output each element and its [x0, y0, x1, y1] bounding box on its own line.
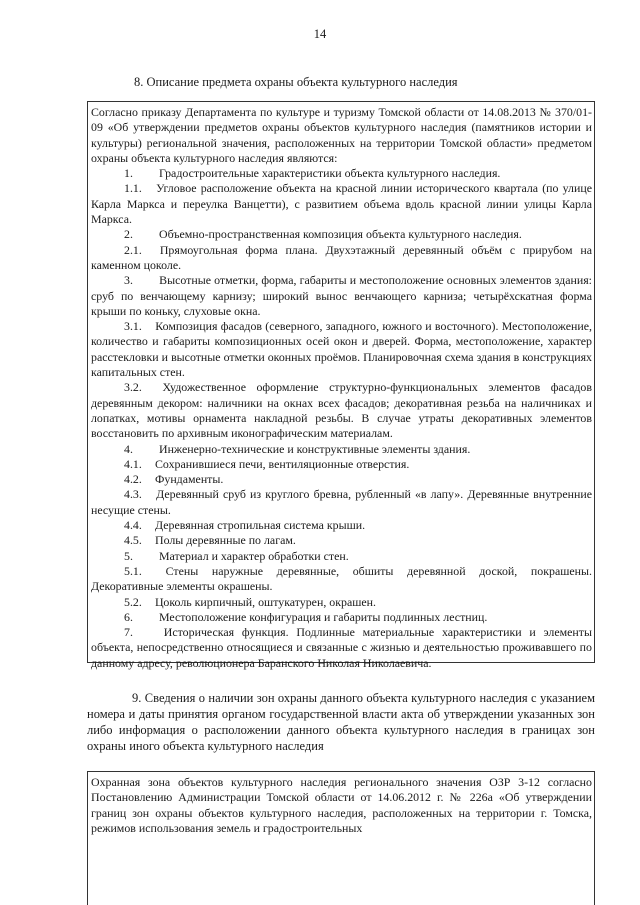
- list-item: [91, 487, 592, 518]
- list-item: [91, 549, 592, 564]
- item-text: Объемно-пространственная композиция объекта культурного наследия.: [158, 227, 522, 242]
- item-number: 5.: [124, 548, 133, 563]
- list-item: [91, 610, 592, 625]
- item-number: 4.5.: [124, 533, 142, 548]
- item-text: Инженерно-технические и конструктивные элементы здания.: [158, 441, 471, 456]
- item-number: 4.4.: [124, 518, 142, 533]
- item-text: Цоколь кирпичный, оштукатурен, окрашен.: [154, 594, 376, 609]
- item-number: 3.1.: [124, 319, 142, 334]
- item-number: 2.: [124, 227, 133, 242]
- list-item: [91, 319, 592, 380]
- item-text: Деревянный сруб из круглого бревна, рубленный «в лапу». Деревянные внутренние несущие стены.: [91, 487, 592, 517]
- item-number: 1.: [124, 166, 133, 181]
- item-number: 5.2.: [124, 594, 142, 609]
- section-9-heading: 9. Сведения о наличии зон охраны данного объекта культурного наследия с указанием номера и даты принятия органом государственной власти акта об утверждении указанных зон либо информация о расположении данного объекта культурного наследия в границах зон охраны иного объекта культурного наследия: [87, 691, 595, 753]
- list-item: [91, 442, 592, 457]
- item-text: Композиция фасадов (северного, западного, южного и восточного). Местоположение, количество и габариты композиционных осей окон и дверей. Форма, местоположение, характер расстекловки и высотные отметки оконных проёмов. Планировочная схема здания в конструкциях капитальных стен.: [91, 319, 592, 380]
- item-text: Материал и характер обработки стен.: [158, 548, 349, 563]
- protection-zones-text: Охранная зона объектов культурного наследия регионального значения ОЗР 3-12 согласно Постановлению Администрации Томской области от 14.06.2012 г. № 226а «Об утверждении границ зон охраны объектов культурного наследия, расположенных на территории г. Томска, режимов использования земель и градостроительных: [91, 775, 592, 835]
- protection-items-list: [91, 166, 592, 671]
- item-number: 5.1.: [124, 563, 142, 578]
- item-text: Сохранившиеся печи, вентиляционные отверстия.: [154, 456, 410, 471]
- item-number: 7.: [124, 625, 133, 640]
- list-item: [91, 273, 592, 319]
- section-8-heading: 8. Описание предмета охраны объекта культурного наследия: [134, 75, 458, 89]
- list-item: [91, 533, 592, 548]
- item-text: Прямоугольная форма плана. Двухэтажный деревянный объём с прирубом на каменном цоколе.: [91, 242, 592, 272]
- item-text: Угловое расположение объекта на красной линии исторического квартала (по улице Карла Маркса и переулка Ванцетти), с развитием объема вдоль красной линии улицы Карла Маркса.: [91, 181, 592, 227]
- list-item: [91, 472, 592, 487]
- item-number: 1.1.: [124, 181, 142, 196]
- item-number: 4.3.: [124, 487, 142, 502]
- list-item: [91, 457, 592, 472]
- item-number: 4.2.: [124, 472, 142, 487]
- list-item: [91, 380, 592, 441]
- item-number: 2.1.: [124, 242, 142, 257]
- list-item: [91, 166, 592, 181]
- item-number: 3.: [124, 273, 133, 288]
- protection-zones-box: [87, 771, 595, 905]
- item-text: Местоположение конфигурация и габариты подлинных лестниц.: [158, 609, 488, 624]
- protection-subject-box: [87, 101, 595, 670]
- item-text: Полы деревянные по лагам.: [154, 533, 296, 548]
- list-item: [91, 227, 592, 242]
- item-number: 3.2.: [124, 380, 142, 395]
- item-text: Историческая функция. Подлинные материальные характеристики и элементы объекта, непосредственно относящиеся и связанные с жизнью и деятельностью проживавшего по данному адресу, революционера Баранского Николая Николаевича.: [91, 625, 592, 670]
- item-number: 4.1.: [124, 456, 142, 471]
- page-number: 14: [313, 27, 327, 41]
- list-item: [91, 243, 592, 274]
- list-item: [91, 518, 592, 533]
- list-item: [91, 625, 592, 671]
- list-item: [91, 564, 592, 595]
- intro-paragraph: Согласно приказу Департамента по культуре и туризму Томской области от 14.08.2013 № 370/01-09 «Об утверждении предметов охраны объектов культурного наследия (памятников истории и культуры) региональной значения, расположенных на территории Томской области» предметом охраны объекта культурного наследия являются:: [91, 105, 592, 165]
- item-number: 6.: [124, 609, 133, 624]
- item-text: Художественное оформление структурно-функциональных элементов фасадов деревянным декором: наличники на окнах всех фасадов; декоративная резьба на наличниках и лопатках, мотивы орнамента накладной резьбы. В случае утраты декоративных элементов восстановить по архивным иконографическим материалам.: [91, 380, 592, 441]
- item-text: Деревянная стропильная система крыши.: [154, 518, 366, 533]
- item-text: Стены наружные деревянные, обшиты деревянной доской, покрашены. Декоративные элементы окрашены.: [91, 563, 592, 594]
- item-text: Фундаменты.: [154, 472, 224, 487]
- item-number: 4.: [124, 441, 133, 456]
- item-text: Градостроительные характеристики объекта культурного наследия.: [158, 166, 501, 181]
- list-item: [91, 181, 592, 227]
- item-text: Высотные отметки, форма, габариты и местоположение основных элементов здания: сруб по венчающему карнизу; широкий вынос венчающего карниза; четырёхскатная форма крыши по коньку, слуховые окна.: [91, 273, 592, 318]
- list-item: [91, 595, 592, 610]
